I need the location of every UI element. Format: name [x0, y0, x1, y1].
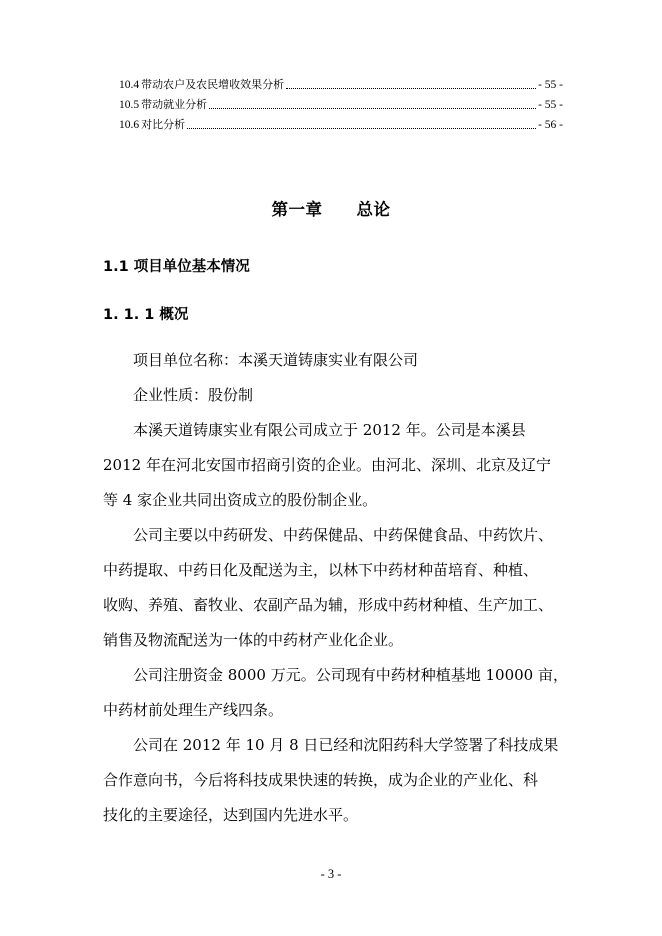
- toc-entry-title: 带动就业分析: [141, 98, 208, 111]
- company-name-line: 项目单位名称：本溪天道铸康实业有限公司: [133, 351, 419, 369]
- subsection-heading: 1. 1. 1 概况: [103, 307, 189, 323]
- paragraph-line: 公司注册资金 8000 万元。公司现有中药材种植基地 10000 亩，: [133, 666, 568, 684]
- toc-entry-title: 对比分析: [141, 118, 186, 131]
- paragraph-line: 中药材前处理生产线四条。: [103, 701, 284, 719]
- paragraph-line: 等 4 家企业共同出资成立的股份制企业。: [103, 491, 378, 509]
- paragraph-line: 公司主要以中药研发、中药保健品、中药保健食品、中药饮片、: [133, 526, 554, 544]
- section-heading: 1.1 项目单位基本情况: [103, 259, 250, 275]
- toc-leader-dots: [209, 107, 536, 109]
- toc-entry[interactable]: [119, 115, 563, 132]
- toc-entry-number: 10.6: [119, 119, 140, 131]
- toc-entry-page: - 55 -: [538, 79, 563, 91]
- toc-leader-dots: [187, 127, 536, 129]
- chapter-number: 第一章: [271, 200, 323, 219]
- paragraph-line: 技化的主要途径，达到国内先进水平。: [103, 806, 359, 824]
- toc-entry-page: - 55 -: [538, 99, 563, 111]
- chapter-title: [0, 196, 662, 220]
- toc-leader-dots: [286, 87, 536, 89]
- paragraph-line: 收购、养殖、畜牧业、农副产品为辅，形成中药材种植、生产加工、: [103, 596, 554, 614]
- toc-entry-page: - 56 -: [538, 119, 563, 131]
- page-number: - 3 -: [320, 867, 342, 881]
- paragraph-line: 本溪天道铸康实业有限公司成立于 2012 年。公司是本溪县: [133, 421, 526, 439]
- chapter-name: 总论: [356, 200, 391, 219]
- paragraph-line: 合作意向书，今后将科技成果快速的转换，成为企业的产业化、科: [103, 771, 539, 789]
- toc-entry-number: 10.5: [119, 99, 140, 111]
- paragraph-line: 销售及物流配送为一体的中药材产业化企业。: [103, 631, 404, 649]
- paragraph-line: 中药提取、中药日化及配送为主，以林下中药材种苗培育、种植、: [103, 561, 539, 579]
- toc-entry-number: 10.4: [119, 79, 140, 91]
- paragraph-line: 公司在 2012 年 10 月 8 日已经和沈阳药科大学签署了科技成果: [133, 736, 559, 754]
- toc-entry[interactable]: [119, 95, 563, 112]
- toc-entry[interactable]: [119, 75, 563, 92]
- company-type-line: 企业性质：股份制: [133, 386, 254, 404]
- paragraph-line: 2012 年在河北安国市招商引资的企业。由河北、深圳、北京及辽宁: [103, 456, 551, 474]
- toc-entry-title: 带动农户及农民增收效果分析: [141, 78, 285, 91]
